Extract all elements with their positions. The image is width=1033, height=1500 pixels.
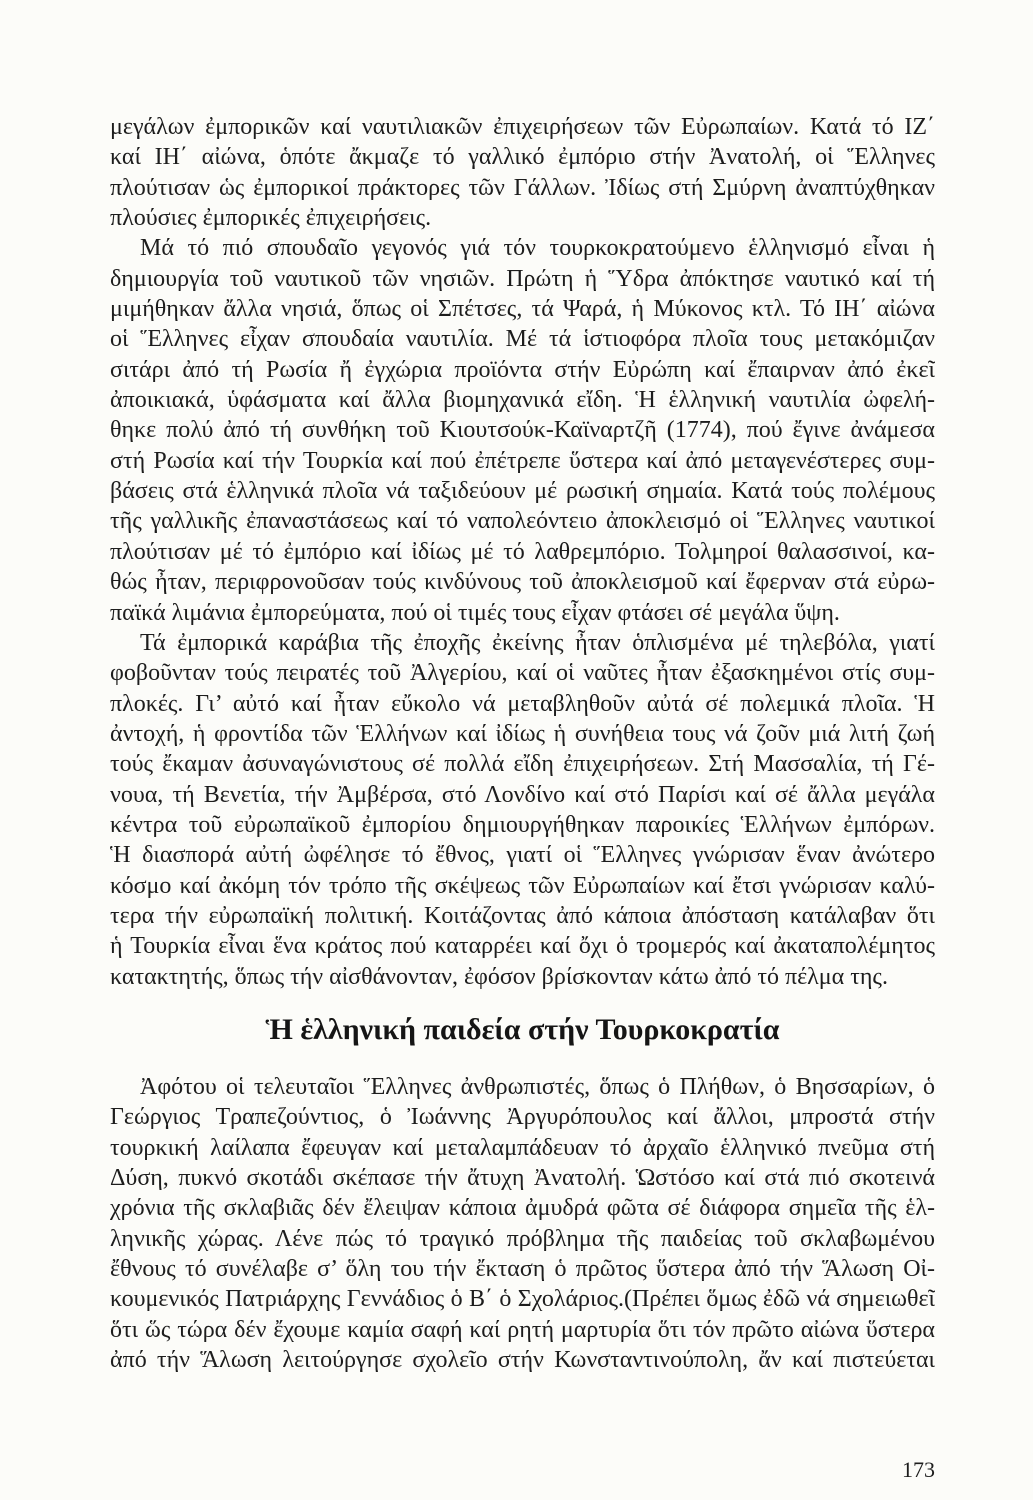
text-line: οἱ Ἕλληνες εἶχαν σπουδαία ναυτιλία. Μέ τά ἱστιοφόρα πλοῖα τους μετακόμιζαν <box>110 326 935 353</box>
text-line: ἀποικιακά, ὑφάσματα καί ἄλλα βιομηχανικά εἴδη. Ἡ ἑλληνική ναυτιλία ὠφελή- <box>110 387 935 414</box>
text-line: τουρκική λαίλαπα ἔφευγαν καί μεταλαμπάδευαν τό ἀρχαῖο ἑλληνικό πνεῦμα στή <box>110 1134 935 1161</box>
text-line: πλοκές. Γι’ αὐτό καί ἦταν εὔκολο νά μεταβληθοῦν αὐτά σέ πολεμικά πλοῖα. Ἡ <box>110 690 935 717</box>
text-line: καί ΙΗ΄ αἰώνα, ὁπότε ἄκμαζε τό γαλλικό ἐμπόριο στήν Ἀνατολή, οἱ Ἕλληνες <box>110 144 935 171</box>
text-line: μιμήθηκαν ἄλλα νησιά, ὅπως οἱ Σπέτσες, τά Ψαρά, ἡ Μύκονος κτλ. Τό ΙΗ΄ αἰώνα <box>110 296 935 323</box>
paragraph <box>110 1072 935 1375</box>
text-block-lower <box>110 1072 935 1375</box>
text-block-upper <box>110 112 935 992</box>
text-line: Μά τό πιό σπουδαῖο γεγονός γιά τόν τουρκοκρατούμενο ἑλληνισμό εἶναι ἡ <box>140 235 935 262</box>
text-line: φοβοῦνταν τούς πειρατές τοῦ Ἀλγερίου, καί οἱ ναῦτες ἦταν ἐξασκημένοι στίς συμ- <box>110 660 935 687</box>
text-line: πλούσιες ἐμπορικές ἐπιχειρήσεις. <box>110 205 432 232</box>
text-line: ἀντοχή, ἡ φροντίδα τῶν Ἑλλήνων καί ἰδίως ἡ συνήθεια τους νά ζοῦν μιά λιτή ζωή <box>110 720 935 747</box>
text-line: δημιουργία τοῦ ναυτικοῦ τῶν νησιῶν. Πρώτη ἡ Ὕδρα ἀπόκτησε ναυτικό καί τή <box>110 265 935 292</box>
text-line: χρόνια τῆς σκλαβιᾶς δέν ἔλειψαν κάποια ἀμυδρά φῶτα σέ διάφορα σημεῖα τῆς ἑλ- <box>110 1195 935 1222</box>
paragraph <box>110 233 935 627</box>
text-line: Ἀφότου οἱ τελευταῖοι Ἕλληνες ἀνθρωπιστές, ὅπως ὁ Πλήθων, ὁ Βησσαρίων, ὁ <box>140 1074 935 1100</box>
text-line: κέντρα τοῦ εὐρωπαϊκοῦ ἐμπορίου δημιουργήθηκαν παροικίες Ἑλλήνων ἐμπόρων. <box>110 811 935 838</box>
paragraph <box>110 112 935 233</box>
text-line: τῆς γαλλικῆς ἐπαναστάσεως καί τό ναπολεόντειο ἀποκλεισμό οἱ Ἕλληνες ναυτικοί <box>110 508 935 535</box>
text-line: πλούτισαν μέ τό ἐμπόριο καί ἰδίως μέ τό λαθρεμπόριο. Τολμηροί θαλασσινοί, κα- <box>110 538 935 565</box>
text-line: νουα, τή Βενετία, τήν Ἀμβέρσα, στό Λονδίνο καί στό Παρίσι καί σέ ἄλλα μεγάλα <box>110 781 935 808</box>
text-line: βάσεις στά ἑλληνικά πλοῖα νά ταξιδεύουν μέ ρωσική σημαία. Κατά τούς πολέμους <box>110 478 935 505</box>
text-line: ἡ Τουρκία εἶναι ἕνα κράτος πού καταρρέει καί ὄχι ὁ τρομερός καί ἀκαταπολέμητος <box>110 933 935 960</box>
text-line: θώς ἦταν, περιφρονοῦσαν τούς κινδύνους τοῦ ἀποκλεισμοῦ καί ἔφερναν στά εὐρω- <box>110 569 935 596</box>
text-line: Γεώργιος Τραπεζούντιος, ὁ Ἰωάννης Ἀργυρόπουλος καί ἄλλοι, μπροστά στήν <box>110 1104 935 1131</box>
text-line: κατακτητής, ὅπως τήν αἰσθάνονταν, ἐφόσον βρίσκονταν κάτω ἀπό τό πέλμα της. <box>110 963 888 990</box>
text-line: θηκε πολύ ἀπό τή συνθήκη τοῦ Κιουτσούκ-Καϊναρτζῆ (1774), πού ἔγινε ἀνάμεσα <box>110 417 935 444</box>
text-line: Τά ἐμπορικά καράβια τῆς ἐποχῆς ἐκείνης ἦταν ὁπλισμένα μέ τηλεβόλα, γιατί <box>140 629 935 656</box>
text-line: Δύση, πυκνό σκοτάδι σκέπασε τήν ἄτυχη Ἀνατολή. Ὡστόσο καί στά πιό σκοτεινά <box>110 1165 935 1192</box>
text-line: ληνικῆς χώρας. Λένε πώς τό τραγικό πρόβλημα τῆς παιδείας τοῦ σκλαβωμένου <box>110 1225 935 1252</box>
paragraph <box>110 628 935 992</box>
text-line: μεγάλων ἐμπορικῶν καί ναυτιλιακῶν ἐπιχειρήσεων τῶν Εὐρωπαίων. Κατά τό ΙΖ΄ <box>110 114 935 140</box>
text-line: ἔθνους τό συνέλαβε σ’ ὅλη του τήν ἔκταση ὁ πρῶτος ὕστερα ἀπό τήν Ἅλωση Οἰ- <box>110 1256 935 1283</box>
text-line: ἀπό τήν Ἅλωση λειτούργησε σχολεῖο στήν Κωνσταντινούπολη, ἄν καί πιστεύεται <box>110 1347 935 1374</box>
text-line: στή Ρωσία καί τήν Τουρκία καί πού ἐπέτρεπε ὕστερα καί ἀπό μεταγενέστερες συμ- <box>110 447 935 474</box>
text-line: τούς ἔκαμαν ἀσυναγώνιστους σέ πολλά εἴδη ἐπιχειρήσεων. Στή Μασσαλία, τή Γέ- <box>110 751 935 778</box>
text-line: κουμενικός Πατριάρχης Γεννάδιος ὁ Β΄ ὁ Σχολάριος.(Πρέπει ὅμως ἐδῶ νά σημειωθεῖ <box>110 1286 935 1313</box>
text-line: παϊκά λιμάνια ἐμπορεύματα, πού οἱ τιμές τους εἶχαν φτάσει σέ μεγάλα ὕψη. <box>110 599 840 626</box>
text-line: πλούτισαν ὡς ἐμπορικοί πράκτορες τῶν Γάλλων. Ἰδίως στή Σμύρνη ἀναπτύχθηκαν <box>110 174 935 201</box>
page-number: 173 <box>902 1457 935 1482</box>
text-line: κόσμο καί ἀκόμη τόν τρόπο τῆς σκέψεως τῶν Εὐρωπαίων καί ἔτσι γνώρισαν καλύ- <box>110 872 935 899</box>
text-line: Ἡ διασπορά αὐτή ὠφέλησε τό ἔθνος, γιατί οἱ Ἕλληνες γνώρισαν ἕναν ἀνώτερο <box>110 842 935 869</box>
text-line: τερα τήν εὐρωπαϊκή πολιτική. Κοιτάζοντας ἀπό κάποια ἀπόσταση κατάλαβαν ὅτι <box>110 902 935 929</box>
text-line: ὅτι ὥς τώρα δέν ἔχουμε καμία σαφή καί ρητή μαρτυρία ὅτι τόν πρῶτο αἰώνα ὕστερα <box>110 1316 935 1343</box>
text-line: σιτάρι ἀπό τή Ρωσία ἤ ἐγχώρια προϊόντα στήν Εὐρώπη καί ἔπαιρναν ἀπό ἐκεῖ <box>110 356 935 383</box>
section-heading: Ἡ ἑλληνική παιδεία στήν Τουρκοκρατία <box>265 1013 780 1046</box>
